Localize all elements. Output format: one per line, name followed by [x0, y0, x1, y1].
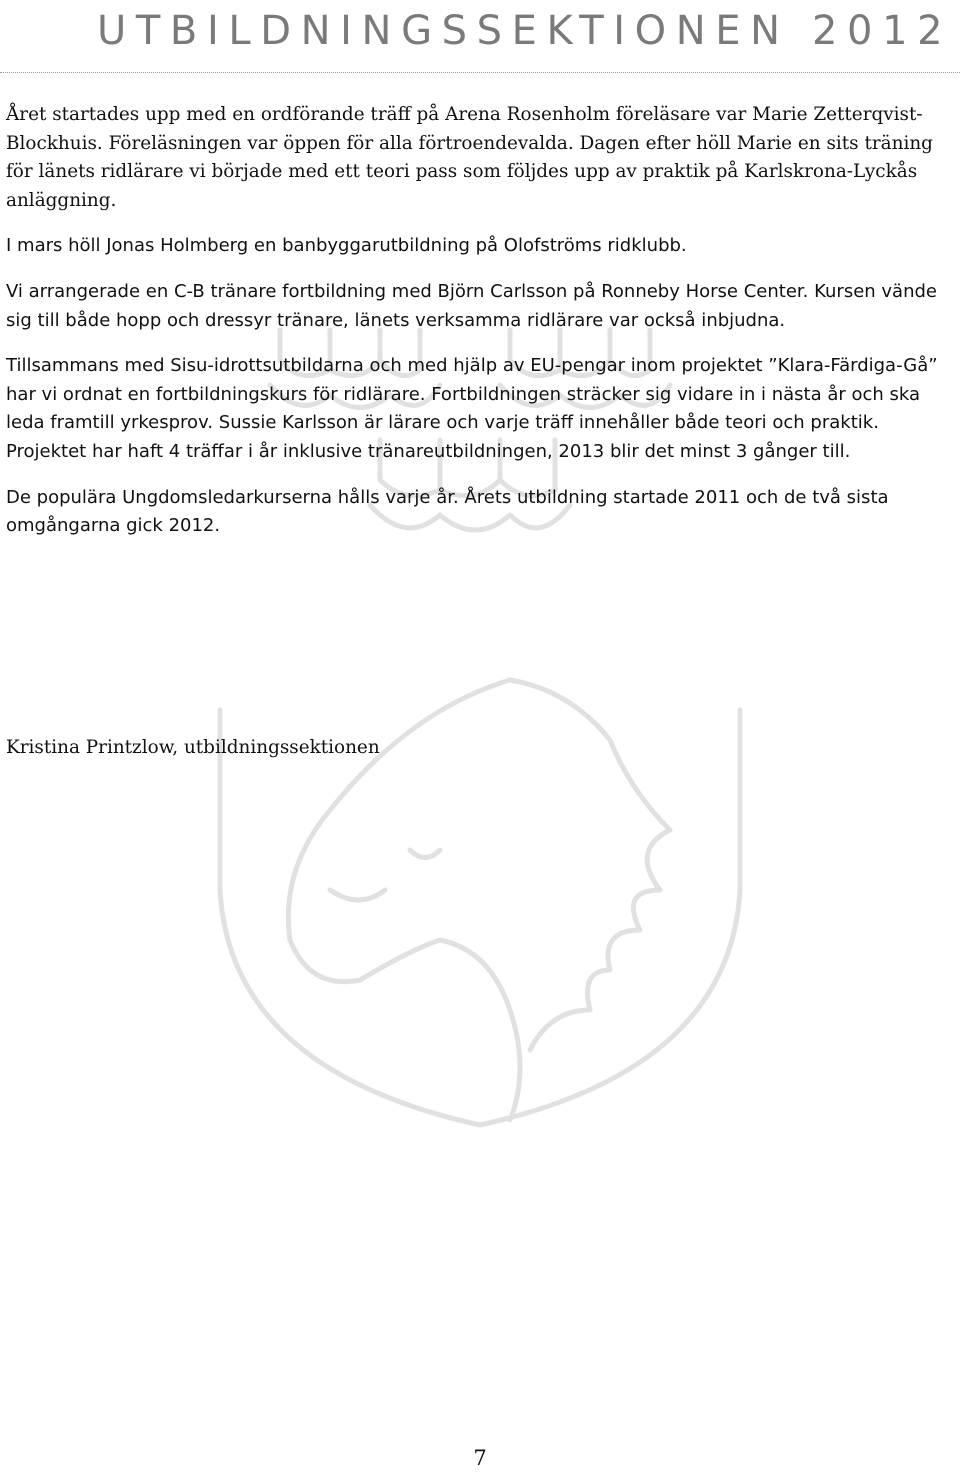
- paragraph-tranare-fortbildning: Vi arrangerade en C-B tränare fortbildning med Björn Carlsson på Ronneby Horse Center. Kursen vände sig till både hopp och dressyr tränare, länets verksamma ridlärare var också inbjudna.: [6, 280, 937, 331]
- page-title: UTBILDNINGSSEKTIONEN 2012: [97, 8, 953, 54]
- paragraph-ungdomsledarkurser: De populära Ungdomsledarkurserna hålls varje år. Årets utbildning startade 2011 och de två sista omgångarna gick 2012.: [6, 486, 889, 537]
- article-body: [6, 101, 954, 558]
- paragraph-intro: Året startades upp med en ordförande träff på Arena Rosenholm föreläsare var Marie Zetterqvist-Blockhuis. Föreläsningen var öppen för alla förtroendevalda. Dagen efter höll Marie en sits träning för länets ridlärare vi började med ett teori pass som följdes upp av praktik på Karlskrona-Lyckås anläggning.: [6, 104, 933, 211]
- shield-outline: [220, 710, 740, 1125]
- signature: Kristina Printzlow, utbildningssektionen: [6, 737, 380, 758]
- title-divider: [0, 72, 960, 73]
- page-number: 7: [473, 1446, 487, 1470]
- paragraph-banbyggarutbildning: I mars höll Jonas Holmberg en banbyggarutbildning på Olofströms ridklubb.: [6, 235, 687, 257]
- paragraph-eu-projekt: Tillsammans med Sisu-idrottsutbildarna och med hjälp av EU-pengar inom projektet ”Klara-Färdiga-Gå” har vi ordnat en fortbildningskurs för ridlärare. Fortbildningen sträcker sig vidare in i nästa år och ska leda framtill yrkesprov. Sussie Karlsson är lärare och varje träff innehåller både teori och praktik. Projektet har haft 4 träffar i år inklusive tränareutbildningen, 2013 blir det minst 3 gånger till.: [6, 355, 938, 462]
